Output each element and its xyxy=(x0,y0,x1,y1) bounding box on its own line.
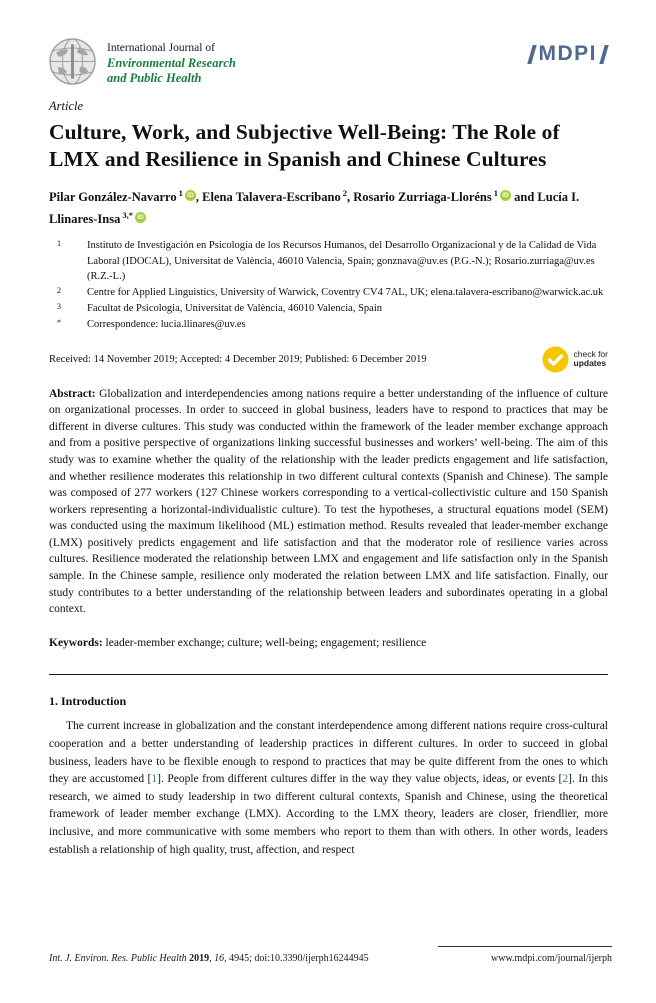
affiliation-item xyxy=(49,301,608,316)
abstract-text: Globalization and interdependencies among nations require a better understanding of the influence of culture on organizational processes. In order to succeed in global business, leaders have to respond to practices that may be different in diverse cultures. This study was conducted within the framework of the leader member exchange approach and from a positive perspective of organizations linking successful businesses and workers’ well-being. The aim of this study was to examine whether the quality of the relationship with the leader predicts engagement and life satisfaction, and whether resilience moderates this relationship in two different cultural contexts (Spanish and Chinese). The sample was composed of 277 workers (127 Chinese workers corresponding to a vertical-collectivistic culture and 150 Spanish workers representing a horizontal-individualistic culture). To test the hypotheses, a structural equations model (SEM) was conducted using the maximum likelihood (ML) estimation method. Results revealed that leader-member exchange (LMX) positively predicts engagement and life satisfaction and that the moderator role of resilience varies across cultures. Resilience moderated the relationship between LMX and engagement and life satisfaction only in the Spanish sample. In the Chinese sample, resilience only moderated the relation between LMX and life satisfaction. Finally, our study contributes to a better understanding of the relationship between leaders and subordinates operating in a global context. xyxy=(49,387,608,616)
journal-brand xyxy=(49,38,236,86)
affiliation-item xyxy=(49,285,608,300)
mdpi-logo-wordmark: MDPI xyxy=(538,42,597,65)
affiliations-list xyxy=(49,238,608,332)
orcid-icon[interactable]: iD xyxy=(185,190,196,201)
affiliation-text: Instituto de Investigación en Psicología de los Recursos Humanos, del Desarrollo Organizacional y de la Calidad de Vida Laboral (IDOCAL), Universitat de València, 46010 Valencia, Spain; gonznava@uv.es (P.G.-N.); Rosario.zurriaga@uv.es (R.Z.-L.) xyxy=(87,240,597,282)
orcid-icon[interactable]: iD xyxy=(135,212,146,223)
affiliation-marker: 2 xyxy=(57,285,61,295)
author-3: , Rosario Zurriaga-Lloréns $^1$ iD xyxy=(347,190,511,204)
dates-row xyxy=(49,346,608,373)
author-4: and Lucía I. Llinares-Insa $^{3,*}$ iD xyxy=(49,190,580,227)
keywords-label: Keywords: xyxy=(49,636,103,649)
journal-name-line1: Environmental Research xyxy=(107,56,236,70)
section-heading-introduction: 1. Introduction xyxy=(49,694,127,709)
footer-journal-url[interactable]: www.mdpi.com/journal/ijerph xyxy=(438,946,612,964)
affiliation-item xyxy=(49,317,608,332)
abstract xyxy=(49,386,608,618)
section-divider xyxy=(49,674,608,675)
mdpi-logo-left-bar xyxy=(527,45,536,64)
footer-citation: Int. J. Environ. Res. Public Health 2019, 16, 4945; doi:10.3390/ijerph16244945 xyxy=(49,953,369,964)
correspondence-text: Correspondence: lucia.llinares@uv.es xyxy=(87,319,246,331)
affiliation-text: Facultat de Psicologia, Universitat de València, 46010 Valencia, Spain xyxy=(87,303,382,315)
check-for-updates-label: check for updates xyxy=(573,348,608,369)
citation-link-2[interactable]: 2 xyxy=(562,773,569,786)
affiliation-marker: 1 xyxy=(57,239,61,249)
mdpi-logo xyxy=(530,42,607,66)
intro-text: The current increase in globalization and the constant interdependence among different nations require cross-cultural cooperation and a better understanding of leadership practices in different cultures. In order to succeed in global business, leaders have to be flexible enough to respond to practices that may be quite different from the ones to which they are accustomed [ xyxy=(49,720,608,786)
orcid-icon[interactable]: iD xyxy=(500,190,511,201)
keywords-text: leader-member exchange; culture; well-being; engagement; resilience xyxy=(105,636,427,649)
journal-name-prefix: International Journal of xyxy=(107,42,215,54)
correspondence-marker: * xyxy=(57,318,61,328)
globe-caduceus-icon xyxy=(49,38,96,85)
journal-name-line2: and Public Health xyxy=(107,71,202,85)
article-type-label: Article xyxy=(49,99,84,113)
abstract-label: Abstract: xyxy=(49,387,96,400)
citation-link-1[interactable]: 1 xyxy=(151,773,158,786)
check-icon xyxy=(542,346,569,373)
author-1: Pilar González-Navarro $^1$ iD xyxy=(49,190,196,204)
affiliation-marker: 3 xyxy=(57,302,61,312)
page-footer xyxy=(49,946,612,964)
introduction-paragraph xyxy=(49,718,608,859)
affiliation-item xyxy=(49,238,608,284)
keywords xyxy=(49,635,608,652)
received-accepted-published: Received: 14 November 2019; Accepted: 4 December 2019; Published: 6 December 2019 xyxy=(49,353,427,365)
author-2: , Elena Talavera-Escribano $^2$ xyxy=(195,188,347,205)
affiliation-text: Centre for Applied Linguistics, University of Warwick, Coventry CV4 7AL, UK; elena.talavera-escribano@warwick.ac.uk xyxy=(87,286,604,298)
intro-text: ]. People from different cultures differ in the way they value objects, ideas, or events [ xyxy=(157,773,563,786)
intro-text: ]. In this research, we aimed to study leadership in two different cultural contexts, Spanish and Chinese, using the theoretical framework of leader member exchange (LMX). According to the LMX theory, leaders are closer, friendlier, more inclusive, and more communicative with some members who report to them than with others. In other words, leaders establish a relationship of high quality, trust, affection, and respect xyxy=(49,773,608,856)
mdpi-logo-right-bar xyxy=(599,45,608,64)
authors-line xyxy=(49,184,608,228)
journal-name xyxy=(107,38,236,86)
masthead xyxy=(49,38,608,86)
check-for-updates-badge[interactable] xyxy=(542,346,609,373)
page-title: Culture, Work, and Subjective Well-Being: The Role of LMX and Resilience in Spanish and Chinese Cultures xyxy=(49,120,560,171)
